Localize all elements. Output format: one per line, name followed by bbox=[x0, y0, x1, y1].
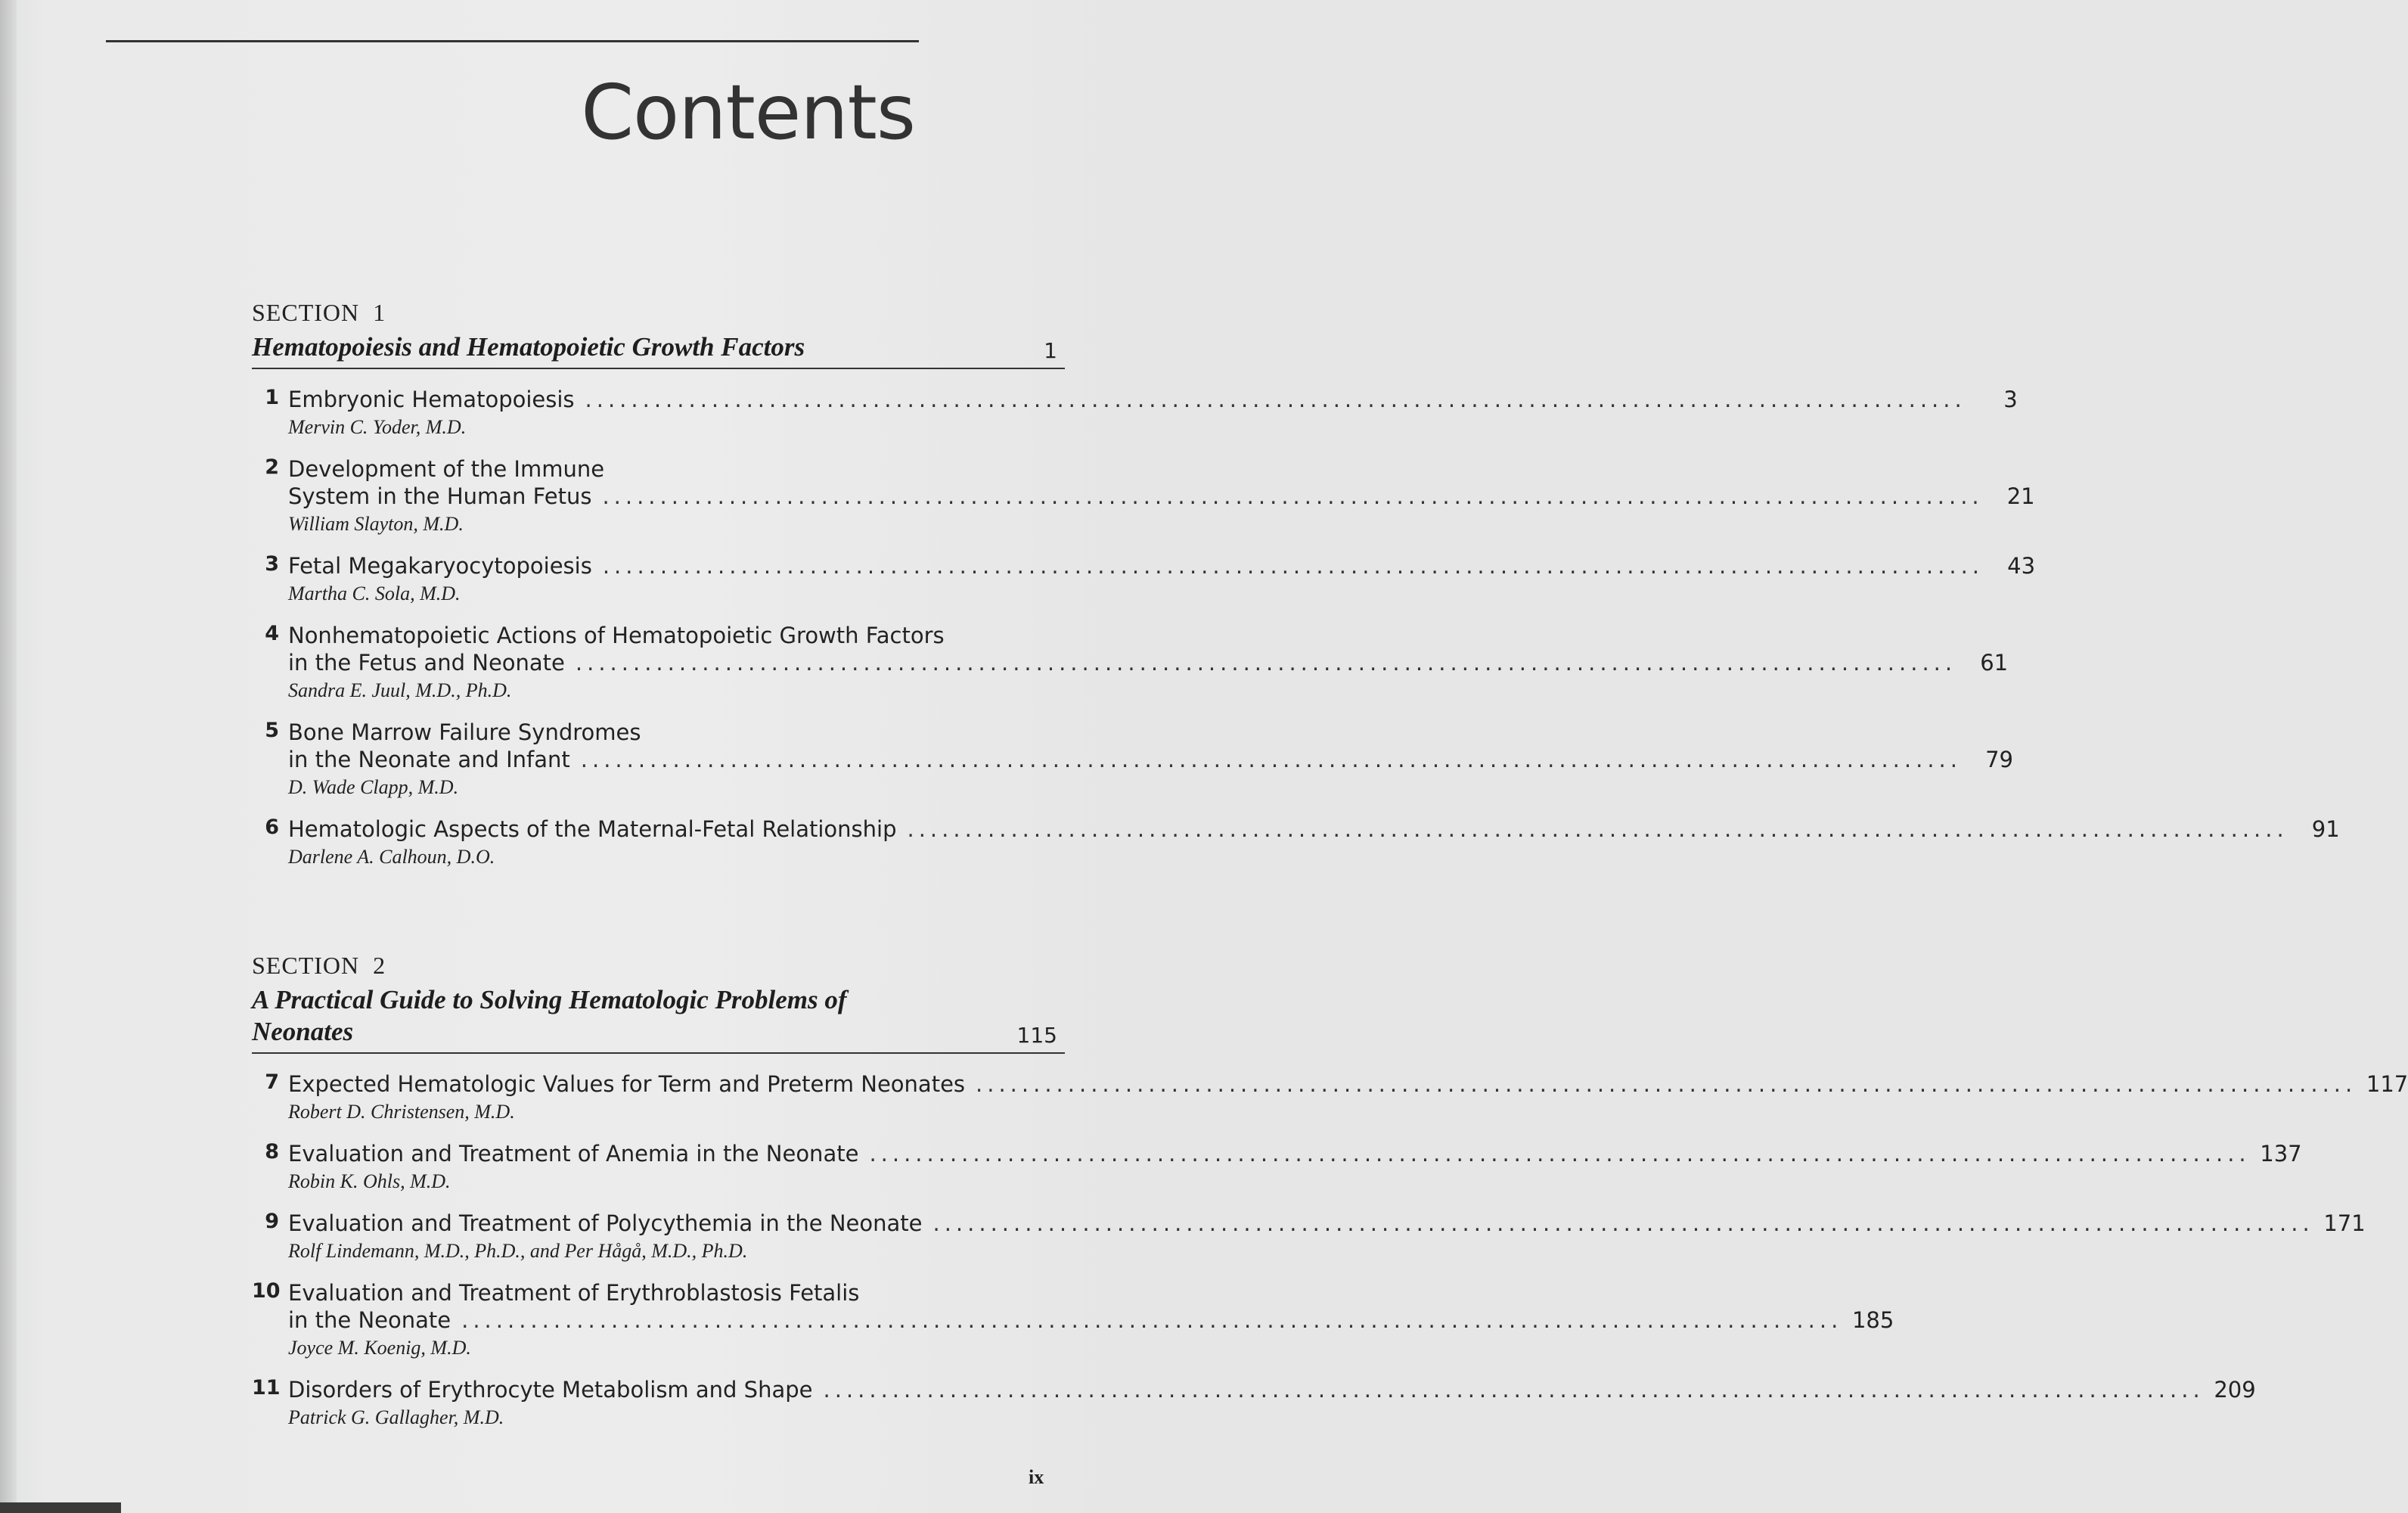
chapter-list bbox=[252, 386, 2340, 868]
dot-leader: ........................................................................................................................ bbox=[869, 1141, 2251, 1167]
chapter-page-number: 79 bbox=[1985, 747, 2013, 772]
dot-leader: ........................................................................................................................ bbox=[932, 1210, 2314, 1236]
chapter-entry[interactable] bbox=[252, 719, 2013, 799]
dot-leader: ........................................................................................................................ bbox=[585, 387, 1966, 412]
chapter-author: D. Wade Clapp, M.D. bbox=[288, 776, 459, 798]
chapter-number: 9 bbox=[265, 1210, 279, 1233]
chapter-list bbox=[252, 1070, 2408, 1429]
chapter-number: 5 bbox=[265, 719, 279, 742]
dot-leader: ........................................................................................................................ bbox=[976, 1071, 2357, 1097]
chapter-title: in the Fetus and Neonate bbox=[288, 650, 565, 676]
dot-leader: ........................................................................................................................ bbox=[602, 553, 1984, 579]
chapter-title-line: Development of the Immune bbox=[288, 456, 605, 482]
chapter-body bbox=[288, 386, 2018, 439]
section-2 bbox=[252, 952, 2408, 1429]
chapter-title: Evaluation and Treatment of Polycythemia in the Neonate bbox=[288, 1210, 923, 1236]
page-bottom-edge bbox=[0, 1502, 121, 1513]
chapter-page-number: 117 bbox=[2366, 1071, 2408, 1097]
dot-leader: ........................................................................................................................ bbox=[907, 816, 2289, 842]
chapter-page-number: 43 bbox=[2007, 553, 2036, 579]
chapter-page-number: 21 bbox=[2006, 483, 2035, 509]
chapter-title: Evaluation and Treatment of Anemia in the Neonate bbox=[288, 1141, 859, 1167]
chapter-page-number: 91 bbox=[2311, 816, 2340, 842]
chapter-number: 6 bbox=[265, 816, 279, 839]
chapter-body bbox=[288, 1070, 2408, 1123]
chapter-body bbox=[288, 719, 2013, 799]
chapter-author: Rolf Lindemann, M.D., Ph.D., and Per Hågå, M.D., Ph.D. bbox=[288, 1240, 748, 1262]
page-title: Contents bbox=[581, 68, 915, 157]
chapter-title-leader-line bbox=[288, 386, 2018, 413]
chapter-page-number: 209 bbox=[2214, 1377, 2256, 1403]
dot-leader: ........................................................................................................................ bbox=[580, 747, 1962, 772]
chapter-body bbox=[288, 1279, 1894, 1359]
chapter-entry[interactable] bbox=[252, 622, 2009, 702]
chapter-entry[interactable] bbox=[252, 816, 2340, 868]
chapter-title-line: Bone Marrow Failure Syndromes bbox=[288, 719, 641, 745]
page-spine-shadow bbox=[0, 0, 17, 1513]
chapter-page-number: 171 bbox=[2323, 1210, 2366, 1236]
chapter-title: Embryonic Hematopoiesis bbox=[288, 387, 575, 412]
chapter-number: 7 bbox=[265, 1070, 279, 1094]
section-page-number: 1 bbox=[1044, 338, 1057, 363]
chapter-title-leader-line bbox=[288, 816, 2340, 843]
chapter-title-leader-line bbox=[288, 1140, 2302, 1167]
chapter-author: Martha C. Sola, M.D. bbox=[288, 583, 461, 604]
chapter-page-number: 137 bbox=[2260, 1141, 2302, 1167]
chapter-title: in the Neonate and Infant bbox=[288, 747, 570, 772]
section-heading bbox=[252, 984, 1065, 1054]
chapter-page-number: 3 bbox=[2003, 387, 2018, 412]
chapter-entry[interactable] bbox=[252, 1279, 1894, 1359]
chapter-page-number: 61 bbox=[1980, 650, 2009, 676]
chapter-body bbox=[288, 552, 2036, 605]
chapter-title-leader-line bbox=[288, 483, 2035, 510]
dot-leader: ........................................................................................................................ bbox=[602, 483, 1984, 509]
chapter-title-line: Evaluation and Treatment of Erythroblastosis Fetalis bbox=[288, 1280, 860, 1306]
section-page-number: 115 bbox=[1016, 1023, 1057, 1048]
chapter-author: Darlene A. Calhoun, D.O. bbox=[288, 846, 495, 868]
chapter-number: 1 bbox=[265, 386, 279, 409]
chapter-title-leader-line bbox=[288, 1306, 1894, 1334]
chapter-author: Mervin C. Yoder, M.D. bbox=[288, 416, 467, 438]
chapter-body bbox=[288, 1140, 2302, 1193]
section-title: Hematopoiesis and Hematopoietic Growth Factors bbox=[252, 332, 805, 362]
chapter-page-number: 185 bbox=[1851, 1307, 1894, 1333]
chapter-title-leader-line bbox=[288, 1376, 2256, 1403]
section-label bbox=[252, 952, 1065, 980]
chapter-body bbox=[288, 1376, 2256, 1429]
dot-leader: ........................................................................................................................ bbox=[575, 650, 1957, 676]
chapter-author: Robert D. Christensen, M.D. bbox=[288, 1101, 515, 1123]
chapter-entry[interactable] bbox=[252, 1070, 2408, 1123]
chapter-title: System in the Human Fetus bbox=[288, 483, 592, 509]
chapter-body bbox=[288, 455, 2035, 536]
chapter-body bbox=[288, 622, 2009, 702]
chapter-number: 4 bbox=[265, 622, 279, 645]
chapter-title: Fetal Megakaryocytopoiesis bbox=[288, 553, 592, 579]
chapter-title-leader-line bbox=[288, 552, 2036, 579]
chapter-author: Joyce M. Koenig, M.D. bbox=[288, 1337, 471, 1359]
chapter-author: Robin K. Ohls, M.D. bbox=[288, 1170, 451, 1192]
section-1 bbox=[252, 299, 2340, 868]
top-rule bbox=[106, 40, 919, 42]
chapter-entry[interactable] bbox=[252, 552, 2036, 605]
section-label bbox=[252, 299, 1065, 327]
section-number: 1 bbox=[373, 299, 386, 326]
section-word: SECTION bbox=[252, 299, 360, 326]
section-word: SECTION bbox=[252, 952, 360, 979]
chapter-title: in the Neonate bbox=[288, 1307, 452, 1333]
section-number: 2 bbox=[373, 952, 386, 979]
chapter-title-leader-line bbox=[288, 746, 2013, 773]
chapter-title-line: Nonhematopoietic Actions of Hematopoietic Growth Factors bbox=[288, 623, 945, 648]
page-folio: ix bbox=[1029, 1466, 1044, 1488]
section-title: A Practical Guide to Solving Hematologic Problems of Neonates bbox=[252, 985, 847, 1046]
chapter-title-leader-line bbox=[288, 649, 2009, 676]
chapter-number: 3 bbox=[265, 552, 279, 576]
chapter-number: 11 bbox=[252, 1376, 281, 1400]
chapter-author: William Slayton, M.D. bbox=[288, 513, 464, 535]
dot-leader: ........................................................................................................................ bbox=[461, 1307, 1843, 1333]
chapter-title-leader-line bbox=[288, 1070, 2408, 1098]
chapter-number: 10 bbox=[252, 1279, 281, 1303]
chapter-title: Expected Hematologic Values for Term and Preterm Neonates bbox=[288, 1071, 966, 1097]
chapter-entry[interactable] bbox=[252, 1210, 2366, 1263]
chapter-entry[interactable] bbox=[252, 455, 2035, 536]
dot-leader: ........................................................................................................................ bbox=[823, 1377, 2205, 1403]
chapter-entry[interactable] bbox=[252, 386, 2018, 439]
chapter-body bbox=[288, 816, 2340, 868]
section-heading bbox=[252, 331, 1065, 369]
chapter-title: Disorders of Erythrocyte Metabolism and Shape bbox=[288, 1377, 813, 1403]
chapter-title: Hematologic Aspects of the Maternal-Fetal Relationship bbox=[288, 816, 897, 842]
chapter-title-leader-line bbox=[288, 1210, 2366, 1237]
chapter-author: Patrick G. Gallagher, M.D. bbox=[288, 1406, 504, 1428]
chapter-entry[interactable] bbox=[252, 1376, 2256, 1429]
chapter-entry[interactable] bbox=[252, 1140, 2302, 1193]
chapter-body bbox=[288, 1210, 2366, 1263]
chapter-author: Sandra E. Juul, M.D., Ph.D. bbox=[288, 679, 512, 701]
chapter-number: 8 bbox=[265, 1140, 279, 1163]
chapter-number: 2 bbox=[265, 455, 279, 479]
